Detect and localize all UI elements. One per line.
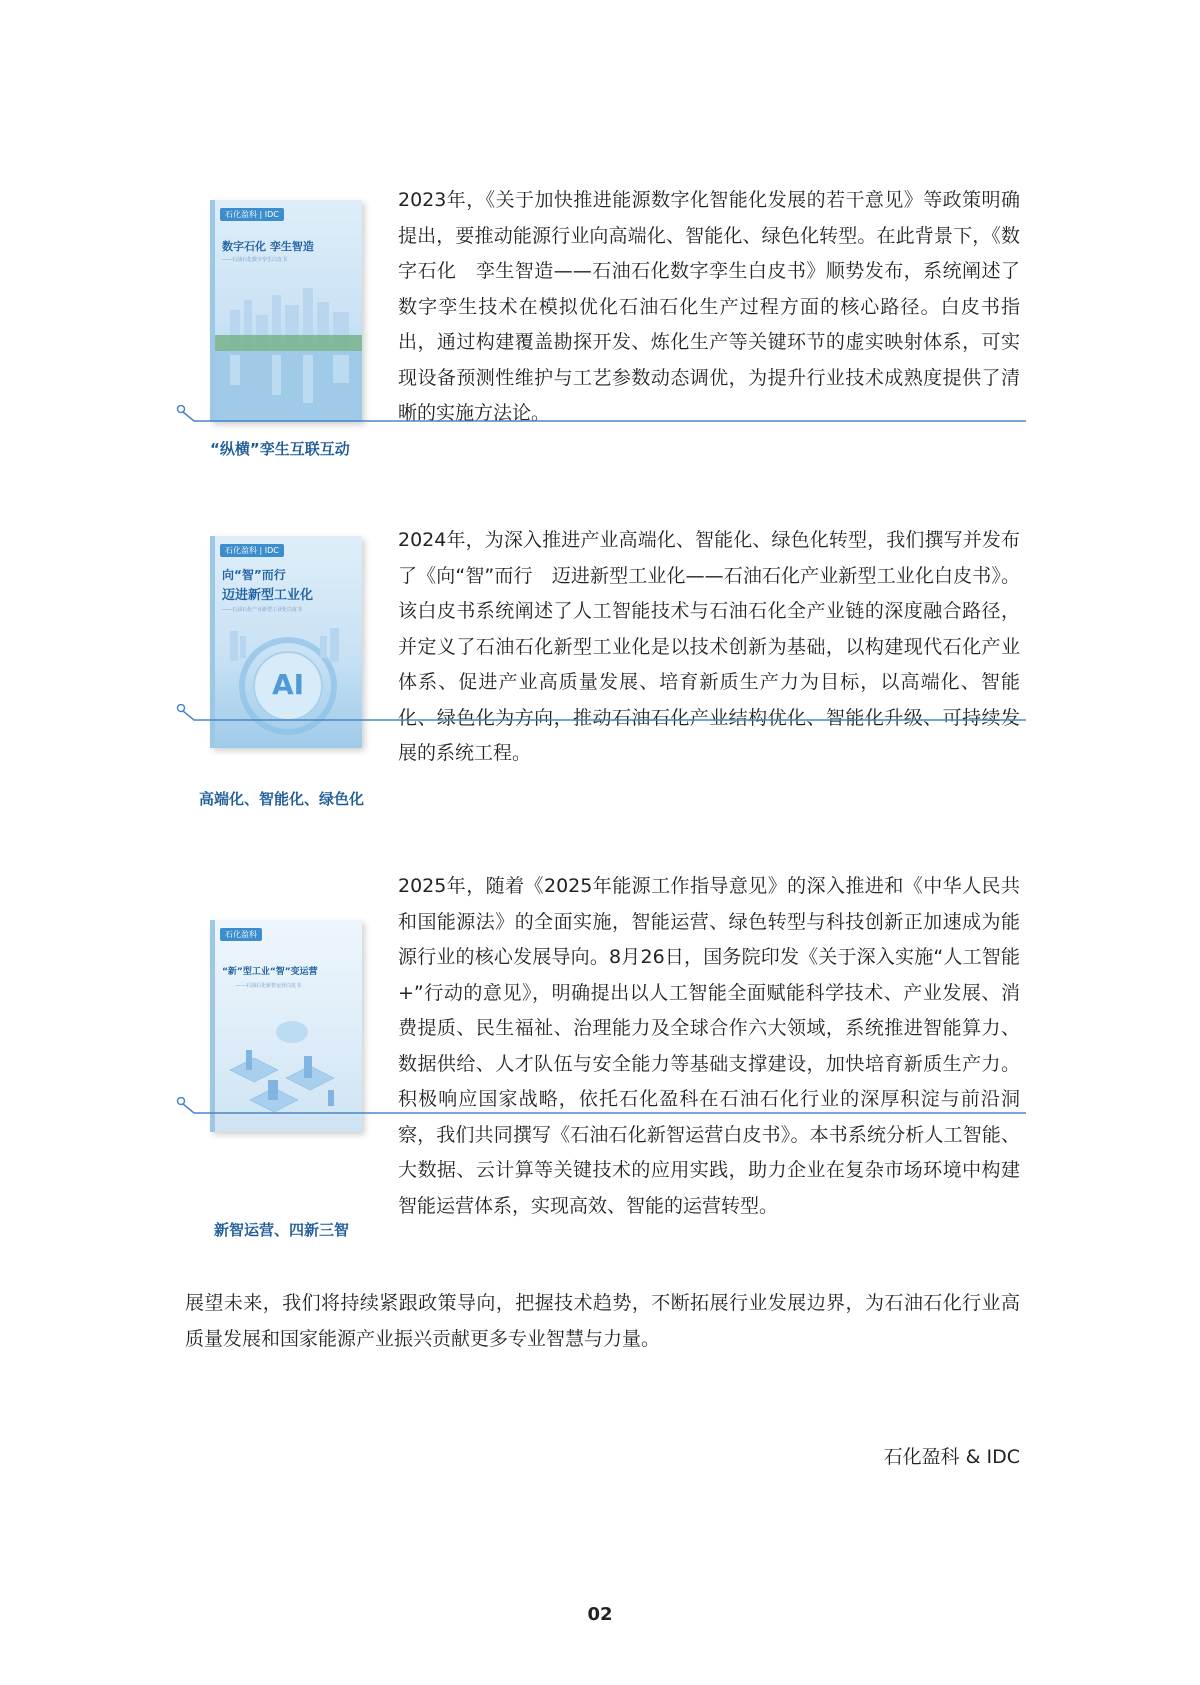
cover-subtitle: ——石油石化产业新型工业化白皮书 bbox=[222, 607, 303, 613]
cover-logo: 石化盈科 | IDC bbox=[220, 208, 284, 221]
section-divider bbox=[176, 1097, 1026, 1129]
section-2025 bbox=[180, 875, 1020, 1220]
closing-paragraph: 展望未来，我们将持续紧跟政策导向，把握技术趋势，不断拓展行业发展边界，为石油石化行业高质量发展和国家能源产业振兴贡献更多专业智慧与力量。 bbox=[185, 1292, 1020, 1350]
paragraph-2025: 2025年，随着《2025年能源工作指导意见》的深入推进和《中华人民共和国能源法》的全面实施，智能运营、绿色转型与科技创新正加速成为能源行业的核心发展导向。8月26日，国务院印发《关于深入实施“人工智能+”行动的意见》，明确提出以人工智能全面赋能科学技术、产业发展、消费提质、民生福祉、治理能力及全球合作六大领域，系统推进智能算力、数据供给、人才队伍与安全能力等基础支撑建设，加快培育新质生产力。积极响应国家战略，依托石化盈科在石油石化行业的深厚积淀与前沿洞察，我们共同撰写《石油石化新智运营白皮书》。本书系统分析人工智能、大数据、云计算等关键技术的应用实践，助力企业在复杂市场环境中构建智能运营体系，实现高效、智能的运营转型。 bbox=[398, 875, 1020, 1217]
cover-title-line2: 迈进新型工业化 bbox=[222, 588, 314, 603]
page-number: 02 bbox=[587, 1604, 613, 1625]
paragraph-2024: 2024年，为深入推进产业高端化、智能化、绿色化转型，我们撰写并发布了《向“智”而行 迈进新型工业化——石油石化产业新型工业化白皮书》。该白皮书系统阐述了人工智能技术与石油石化全产业链的深度融合路径，并定义了石油石化新型工业化是以技术创新为基础，以构建现代石化产业体系、促进产业高质量发展、培育新质生产力为目标，以高端化、智能化、绿色化为方向，推动石油石化产业结构优化、智能化升级、可持续发展的系统工程。 bbox=[398, 529, 1020, 764]
section-divider bbox=[176, 405, 1026, 437]
section-divider bbox=[176, 704, 1026, 736]
cover-subtitle: ——石油石化新智运营白皮书 bbox=[236, 983, 302, 989]
ai-badge: AI bbox=[271, 668, 305, 701]
city-skyline-illustration bbox=[210, 200, 362, 422]
caption-transformation: 高端化、智能化、绿色化 bbox=[199, 790, 365, 808]
section-2024 bbox=[180, 529, 1020, 776]
cover-title: 数字石化 孪生智造 bbox=[222, 240, 314, 253]
caption-interconnection: “纵横”孪生互联互动 bbox=[210, 440, 350, 458]
signature: 石化盈科 & IDC bbox=[883, 1446, 1020, 1468]
paragraph-2023: 2023年，《关于加快推进能源数字化智能化发展的若干意见》等政策明确提出，要推动能源行业向高端化、智能化、绿色化转型。在此背景下，《数字石化 孪生智造——石油石化数字孪生白皮书》顺势发布，系统阐述了数字孪生技术在模拟优化石油石化生产过程方面的核心路径。白皮书指出，通过构建覆盖勘探开发、炼化生产等关键环节的虚实映射体系，可实现设备预测性维护与工艺参数动态调优，为提升行业技术成熟度提供了清晰的实施方法论。 bbox=[398, 189, 1020, 424]
cover-subtitle: ——石油石化数字孪生白皮书 bbox=[222, 257, 288, 263]
cover-title: “新”型工业“智”变运营 bbox=[222, 967, 318, 977]
caption-smart-operation: 新智运营、四新三智 bbox=[214, 1221, 350, 1239]
cover-logo: 石化盈科 | IDC bbox=[220, 544, 284, 557]
cover-title-line1: 向“智”而行 bbox=[222, 568, 286, 582]
cover-logo: 石化盈科 bbox=[220, 928, 262, 941]
whitepaper-cover-digital-twin bbox=[210, 200, 362, 422]
